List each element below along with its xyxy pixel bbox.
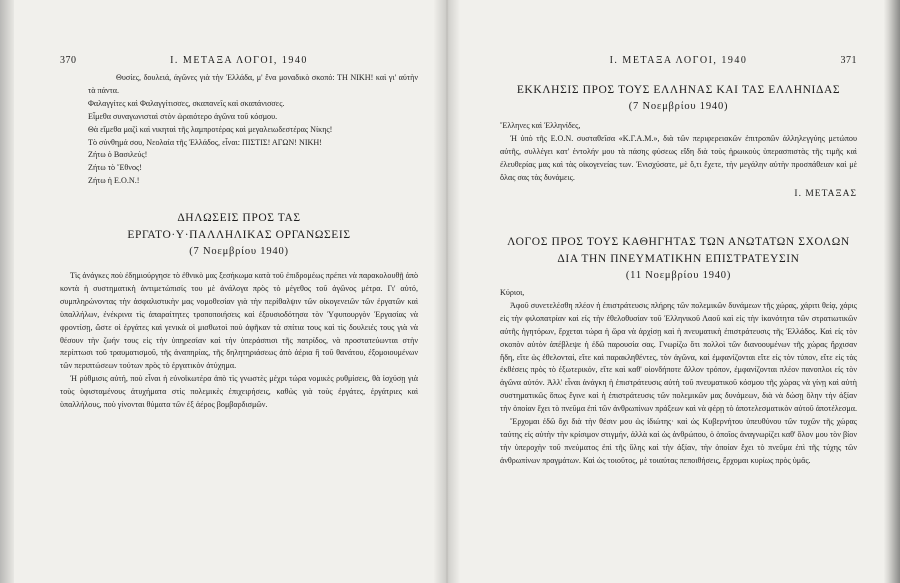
- left-page: [60, 0, 418, 583]
- speech-section: [500, 234, 857, 468]
- section-title-line-1: ΔΗΛΩΣΕΙΣ ΠΡΟΣ ΤΑΣ: [177, 212, 301, 224]
- slogan-line: Ζήτω ὁ Βασιλεύς!: [88, 150, 148, 160]
- slogan-line: Θὰ εἴμεθα μαζὶ καὶ νικηταὶ τῆς λαμπροτέρας καὶ μεγαλειωδεστέρας Νίκης!: [88, 124, 333, 134]
- appeal-signature: Ι. ΜΕΤΑΞΑΣ: [794, 188, 857, 199]
- appeal-text: Ἡ ὑπὸ τῆς Ε.Ο.Ν. συσταθεῖσα «Κ.Γ.Α.Μ.», διὰ τῶν περιφερειακῶν ἐπιτροπῶν ἀλληλεγγύης μετώπου αὐτῆς, συλλέγει κατ' ἐντολήν μου τὰ πάσης φύσεως εἴδη διὰ τοὺς ἡρωικοὺς ὑπερασπιστὰς τῆς τιμῆς καὶ ἐλευθερίας μας καὶ τὰς οἰκογενείας των. Ἐνισχύσατε, μὲ ὅ,τι ἔχετε, τὴν μεγάλην αὐτὴν προσπάθειαν καὶ μὲ ὅλας σας τὰς δυνάμεις.: [500, 133, 857, 182]
- declarations-heading: [60, 210, 418, 257]
- speech-date: (11 Νοεμβρίου 1940): [625, 270, 732, 281]
- appeal-date: (7 Νοεμβρίου 1940): [628, 101, 729, 112]
- left-running-title: Ι. ΜΕΤΑΞΑ ΛΟΓΟΙ, 1940: [170, 55, 308, 66]
- right-page-number: 371: [840, 55, 857, 66]
- appeal-title: ΕΚΚΛΗΣΙΣ ΠΡΟΣ ΤΟΥΣ ΕΛΛΗΝΑΣ ΚΑΙ ΤΑΣ ΕΛΛΗΝΙΔΑΣ: [516, 84, 841, 96]
- speech-paragraph: Ἀφοῦ συνετελέσθη πλέον ἡ ἐπιστράτευσις πλήρης τῶν πολεμικῶν δυνάμεων τῆς χώρας, χάριτι θείᾳ, χάρις εἰς τὴν φιλοπατρίαν καὶ εἰς τὴν ἐθελοθυσίαν τοῦ Ἑλληνικοῦ Λαοῦ καὶ εἰς τὴν ἱκανότητα τῶν στρατιωτικῶν αὐτῆς ἡγητόρων, ἔρχεται τώρα ἡ ὥρα νὰ ἀρχίσῃ καὶ ἡ πνευματικὴ ἐπιστράτευσις τῆς Ἑλλάδος. Καὶ εἰς τὸν σκοπὸν αὐτὸν ἀπέβλεψε ἡ ἐδῶ παρουσία σας. Γνωρίζω ὅτι πολλοὶ τῶν διανοουμένων τῆς χώρας ἤρχισαν ἤδη, εἴτε ὡς ἐθελονταί, εἴτε καὶ παρακληθέντες, τὸν ἀγῶνα, καὶ ἐμφανίζονται εἴτε εἰς τὸν τύπον, εἴτε εἰς τὰς ἐκθέσεις πρὸς τὸ ἐξωτερικόν, εἴτε καὶ καθ' οἱονδήποτε ἄλλον τρόπον, ἐμφανίζονται πλέον πανοπλοι εἰς τὸν ἀγῶνα αὐτόν. Ἀλλ' εἶναι ἀνάγκη ἡ ἐπιστράτευσις αὐτὴ τοῦ πνευματικοῦ κόσμου τῆς χώρας νὰ γίνῃ καὶ αὐτὴ συστηματικῶς ὅπως ἔγινε καὶ ἡ ἐπιστράτευσις τῶν πολεμικῶν μας δυνάμεων, διὰ νὰ δώσῃ ὅλην τὴν ἀξίαν τὴν ὁποίαν ἔχει τὸ πνεῦμα ἐπὶ τῶν ἀνθρωπίνων πράξεων καὶ νὰ φέρῃ τὸ ἀποτελεσματικὸν αὐτοῦ ἀποτέλεσμα.: [500, 300, 858, 414]
- slogan-line: Εἶμεθα συναγωνισταὶ στὸν ὡραιότερο ἀγῶνα τοῦ κόσμου.: [88, 111, 278, 121]
- slogan-line: Φαλαγγίτες καὶ Φαλαγγίτισσες, σκαπανεῖς καὶ σκαπάνισσες.: [88, 98, 285, 108]
- slogan-line: Ζήτω τὸ Ἔθνος!: [88, 163, 142, 173]
- declarations-body: [60, 270, 418, 412]
- body-paragraph: Τὶς ἀνάγκες ποὺ ἐδημιούργησε τὸ ἐθνικὸ μας ξεσήκωμα κατὰ τοῦ ἐπιδρομέως πρέπει νὰ παρακολουθῇ ἀπὸ κοντὰ ἡ συστηματικὴ ἀντιμετώπισίς του μὲ ἀνάλογα πρὸς τὸ μέγεθος τοῦ ἀγῶνος μέτρα. Γι' αὐτό, συμπληρώνοντας τὴν ἀσφαλιστικὴν μας νομοθεσίαν γιὰ τὴν περίθαλψιν τῶν οἰκογενειῶν τῶν ἐργατῶν καὶ ὑπαλλήλων, ἐνέκρινα τὶς ἀπαραίτητες τροποποιήσεις καὶ ἐξουσιοδότησα τὸν Ὑφυπουργὸν Ἐργασίας νὰ φροντίσῃ, ὥστε οἱ ἐργάτες καὶ γενικὰ οἱ μισθωτοὶ ποὺ ἀφῆκαν τὰ σπίτια τους καὶ τὶς δουλειές τους γιὰ νὰ θέσουν τὴν ζωήν τους εἰς τὴν ὑπηρεσίαν καὶ τὴν ὑπεράσπισι τῆς πατρίδος, νὰ προστατεύωνται στὴν περίπτωσι τοῦ τραυματισμοῦ, τῆς ἀναπηρίας, τῆς δηλητηριάσεως ἀπὸ ἀέρια ἢ τοῦ θανάτου, ἐξομοιουμένων τῶν περιπτώσεων τούτων πρὸς τὸ ἐργατικὸν ἀτύχημα.: [60, 271, 418, 371]
- section-title-line-2: ΕΡΓΑΤΟ·Υ·ΠΑΛΛΗΛΙΚΑΣ ΟΡΓΑΝΩΣΕΙΣ: [127, 229, 351, 241]
- body-paragraph: Ἡ ρύθμισις αὐτή, ποὺ εἶναι ἡ εὐνοϊκωτέρα ἀπὸ τὶς γνωστὲς μέχρι τώρα νομικὲς ρυθμίσεις, θὰ ἰσχύσῃ γιὰ τοὺς ὑφισταμένους ἀτυχήματα στὶς πολεμικὲς ἐπιχειρήσεις, καθὼς γιὰ τοὺς ἐργάτες, ἐργάτριες καὶ ὑπαλλήλους, ποὺ γίνονται θύματα τῶν ἐξ ἀέρος βομβαρδισμῶν.: [60, 374, 418, 410]
- right-running-title: Ι. ΜΕΤΑΞΑ ΛΟΓΟΙ, 1940: [609, 55, 748, 66]
- speech-paragraph: Ἔρχομαι ἐδῶ ὄχι διὰ τὴν θέσιν μου ὡς ἰδιώτης· καὶ ὡς Κυβερνήτου ὑπευθύνου τῶν τυχῶν τῆς χώρας ταύτης εἰς αὐτὴν τὴν κρίσιμον στιγμήν, ἀλλὰ καὶ ὡς ἀνθρώπου, ὁ ὁποῖος ἀναγνωρίζει καθ' ὅλον μου τὸν βίον τὴν ὑπεροχὴν τοῦ πνεύματος ἐπὶ τῆς ὕλης καὶ τὴν ἀξίαν, τὴν ὁποίαν ἔχει τὸ πνεῦμα ἐπὶ τῆς τύχης τῶν ἀνθρωπίνων πραγμάτων. Καὶ ὡς τοιοῦτος, μὲ τοιαύτας πεποιθήσεις, ἔρχομαι κυρίως πρὸς ὑμᾶς.: [500, 417, 857, 465]
- speech-title-line-2: ΔΙΑ ΤΗΝ ΠΝΕΥΜΑΤΙΚΗΝ ΕΠΙΣΤΡΑΤΕΥΣΙΝ: [557, 253, 800, 265]
- left-page-number: 370: [60, 55, 77, 66]
- slogan-line: Θυσίες, δουλειά, άγῶνες γιὰ τὴν Ἑλλάδα, μ' ἕνα μοναδικὸ σκοπό: ΤΗ ΝΙΚΗ! καὶ γι' αὐτὴν τὰ πάντα.: [88, 73, 418, 95]
- slogan-line: Τὸ σύνθημά σου, Νεολαία τῆς Ἑλλάδος, εἶναι: ΠΙΣΤΙΣ! ΑΓΩΝ! ΝΙΚΗ!: [88, 137, 322, 147]
- slogan-line: Ζήτω ἡ Ε.Ο.Ν.!: [88, 176, 140, 186]
- appeal-salutation: Ἕλληνες καὶ Ἑλληνίδες,: [500, 121, 581, 130]
- speech-salutation: Κύριοι,: [500, 288, 525, 297]
- closing-slogans: [60, 72, 418, 188]
- appeal-section: [500, 82, 857, 199]
- right-page: [500, 0, 857, 583]
- section-date: (7 Νοεμβρίου 1940): [189, 246, 289, 257]
- speech-title-line-1: ΛΟΓΟΣ ΠΡΟΣ ΤΟΥΣ ΚΑΘΗΓΗΤΑΣ ΤΩΝ ΑΝΩΤΑΤΩΝ ΣΧΟΛΩΝ: [507, 236, 850, 248]
- book-gutter: [434, 0, 460, 583]
